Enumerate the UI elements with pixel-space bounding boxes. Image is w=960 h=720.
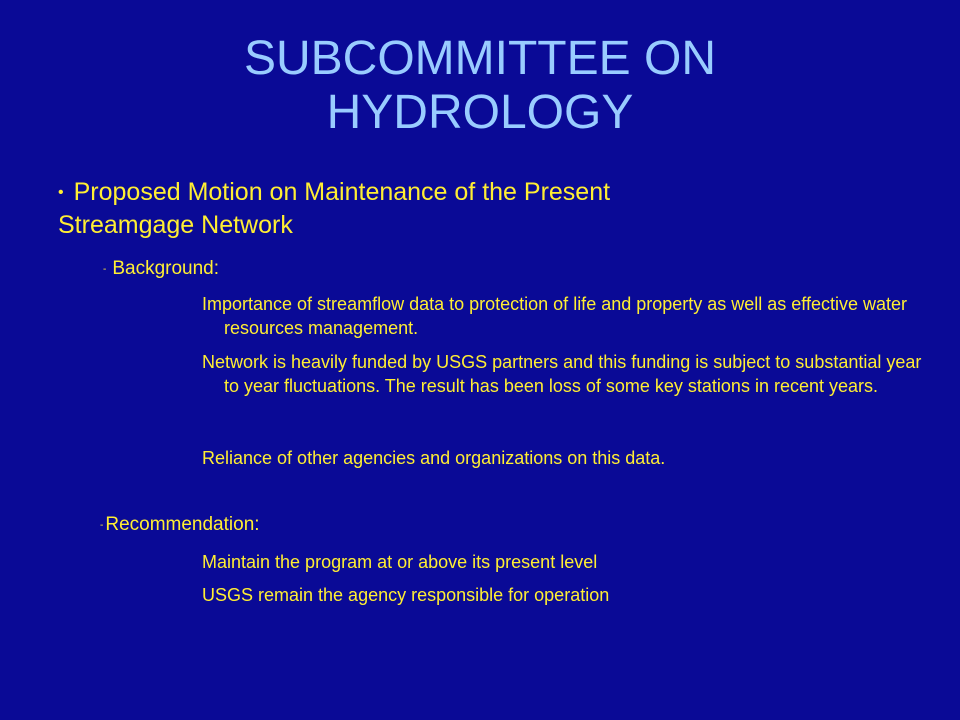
background-item-3: Reliance of other agencies and organizations on this data. — [202, 448, 666, 468]
main-bullet-line-1: Proposed Motion on Maintenance of the Present — [73, 178, 611, 206]
main-bullet-line-2: Streamgage Network — [58, 211, 293, 239]
title-line-1: SUBCOMMITTEE ON — [243, 32, 716, 85]
background-item-1: Importance of streamflow data to protection of life and property as well as effective water resources management. — [202, 294, 908, 338]
dash-bullet-icon: - — [100, 520, 104, 531]
background-heading — [103, 257, 219, 282]
background-item-2: Network is heavily funded by USGS partners and this funding is subject to substantial year to year fluctuations. The result has been loss of some key stations in recent years. — [202, 352, 922, 396]
main-bullet — [58, 176, 918, 242]
background-heading-label: Background: — [112, 258, 220, 279]
bullet-dot-icon: • — [58, 184, 64, 201]
recommendation-heading-label: Recommendation: — [105, 514, 260, 535]
recommendation-item-1: Maintain the program at or above its present level — [202, 552, 598, 572]
recommendation-item-2: USGS remain the agency responsible for operation — [202, 585, 610, 605]
recommendation-heading — [100, 513, 260, 538]
dash-bullet-icon: - — [103, 264, 107, 275]
title-line-2: HYDROLOGY — [326, 86, 634, 139]
slide-title — [0, 32, 960, 140]
